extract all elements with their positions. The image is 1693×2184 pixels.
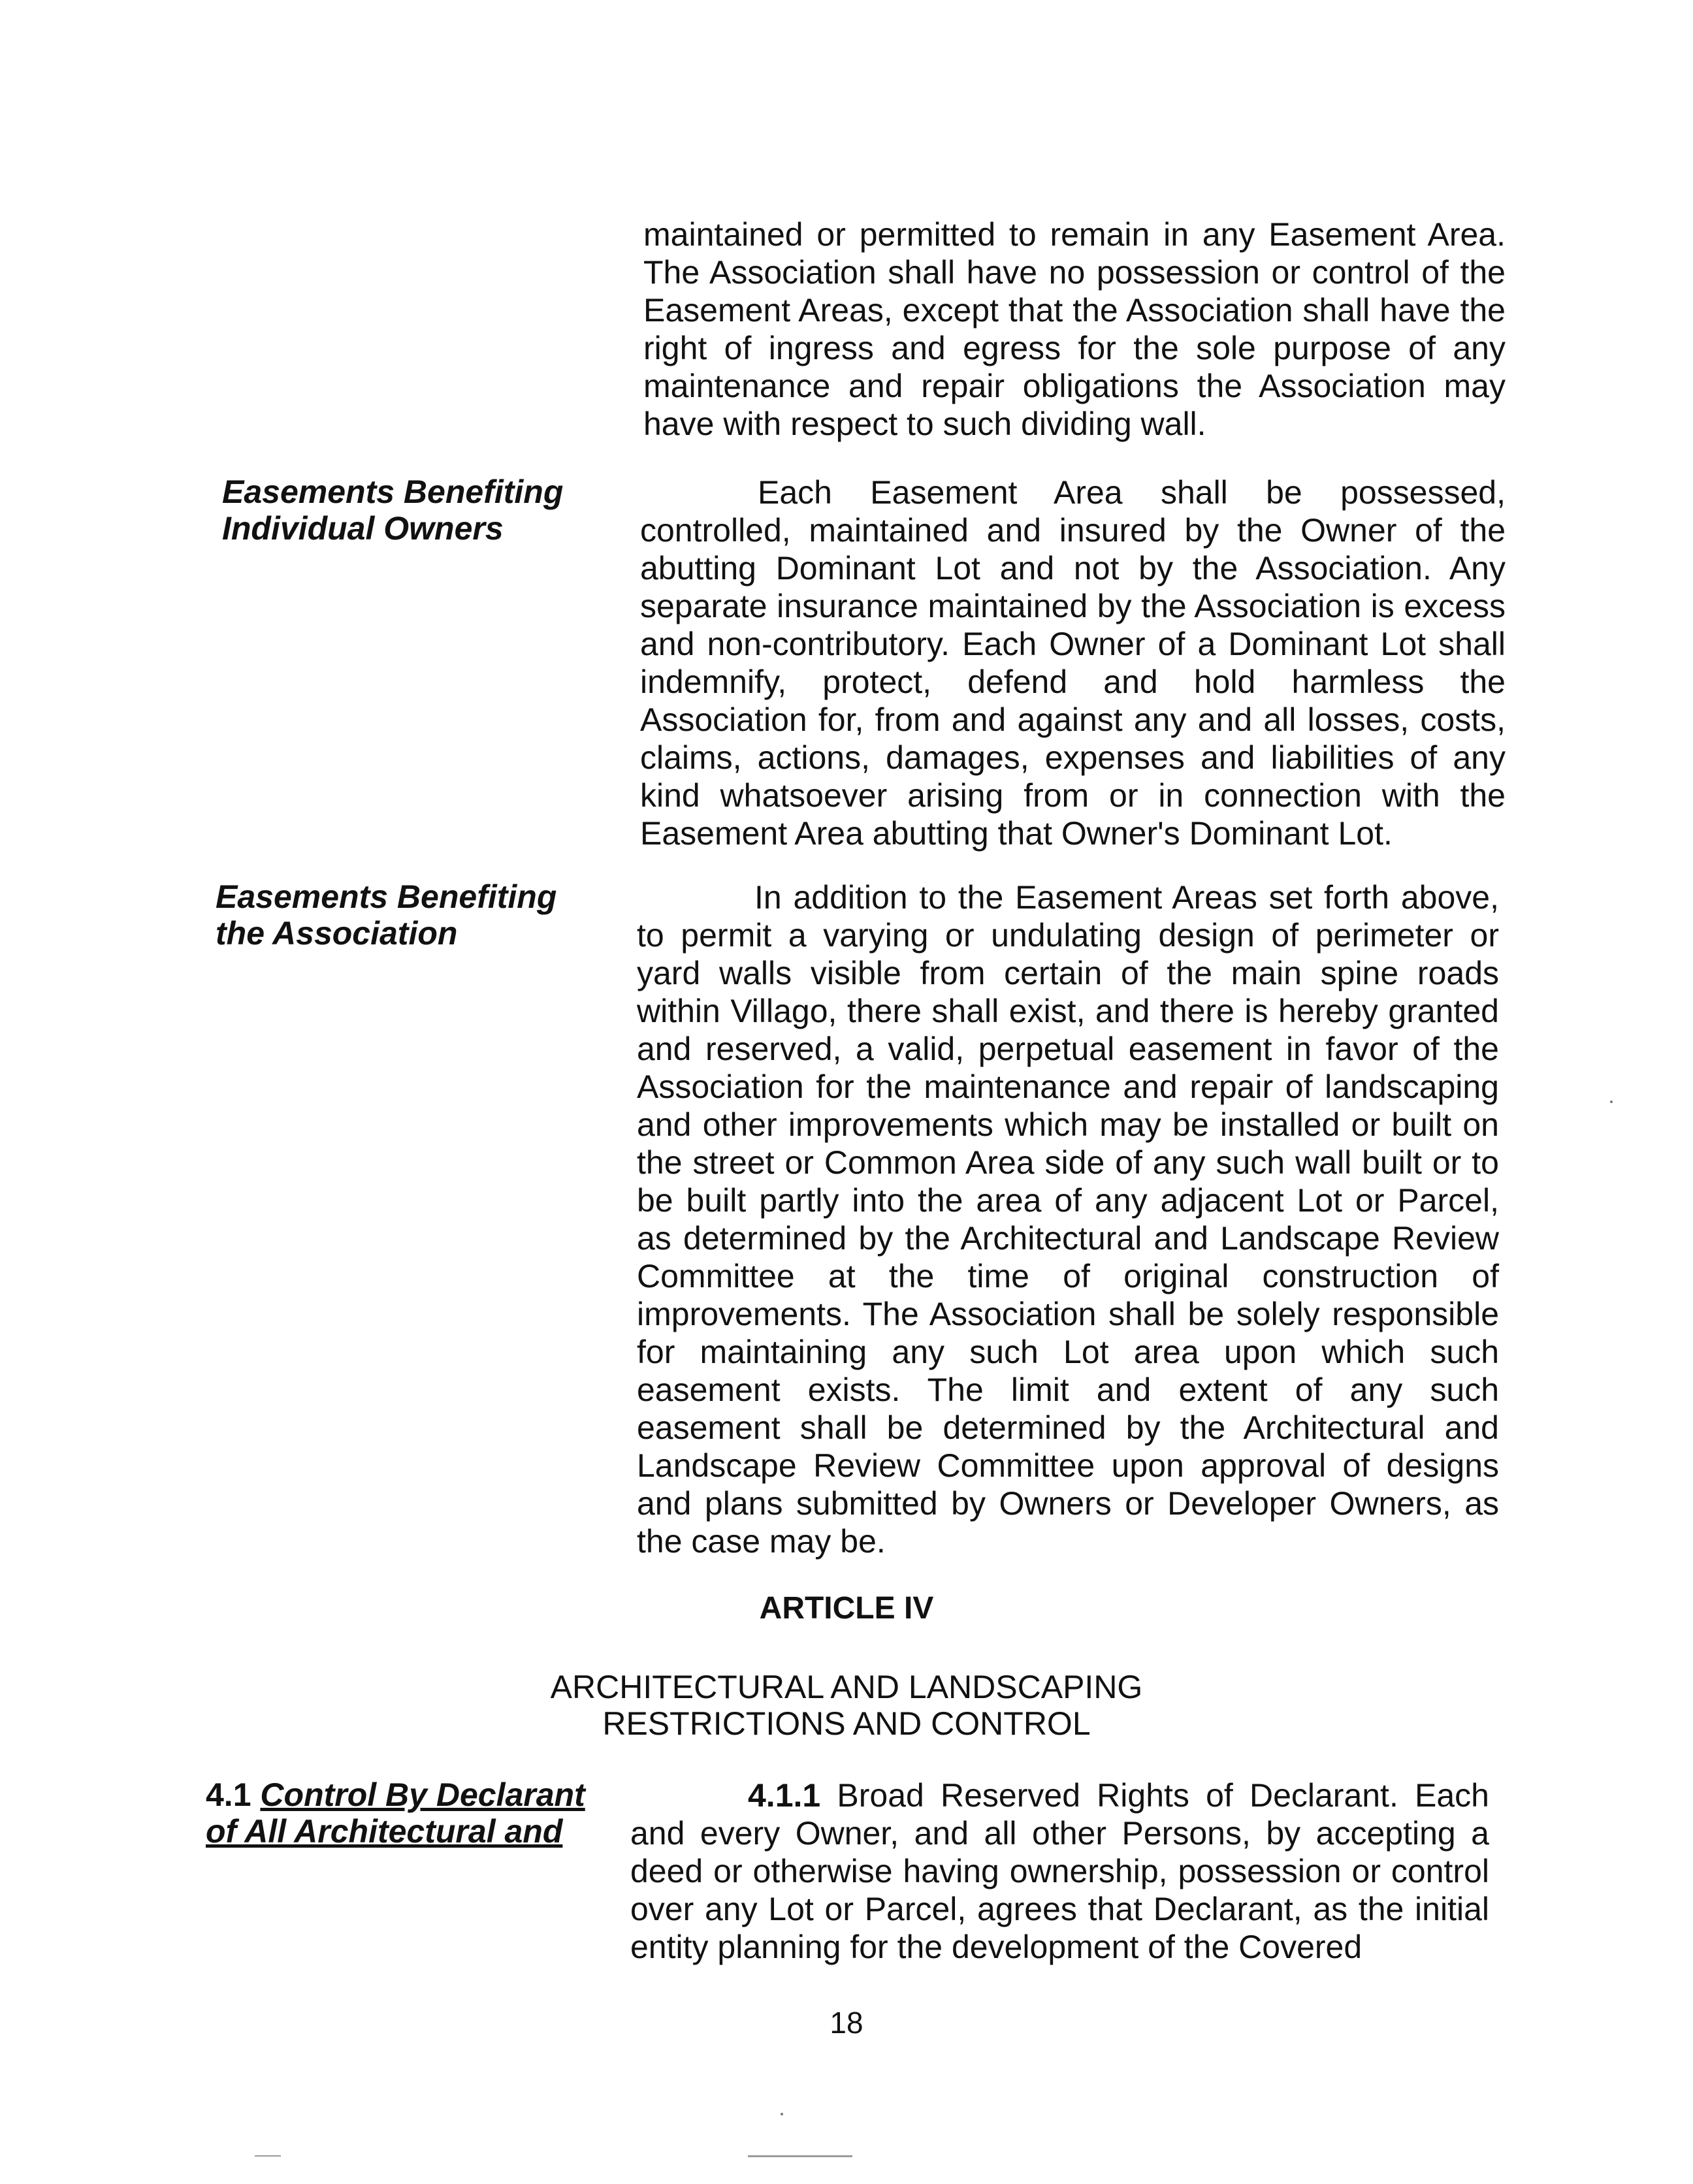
side-heading-line: the Association	[216, 915, 458, 952]
section-heading-line	[206, 1776, 598, 1813]
side-heading-individual-owners	[222, 474, 588, 547]
scan-artifact	[255, 2155, 281, 2157]
article-title-line: ARCHITECTURAL AND LANDSCAPING	[550, 1669, 1143, 1705]
article-label: ARTICLE IV	[759, 1591, 934, 1626]
paragraph-4-1-1	[630, 1776, 1489, 1966]
article-title-line: RESTRICTIONS AND CONTROL	[602, 1705, 1091, 1742]
section-title: Control By Declarant	[260, 1776, 585, 1813]
scan-artifact	[748, 2155, 852, 2157]
subsection-number: 4.1.1	[748, 1777, 821, 1814]
side-heading-line: Individual Owners	[222, 510, 504, 547]
side-heading-line: Easements Benefiting	[222, 474, 564, 510]
scan-artifact	[1610, 1100, 1613, 1103]
subsection-text: Broad Reserved Rights of Declarant. Each and every Owner, and all other Persons, by accepting a deed or otherwise having ownership, possession or control over any Lot or Parcel, agrees that Declarant, as the initial entity planning for the development of the Covered	[630, 1777, 1489, 1965]
section-heading-4-1	[206, 1776, 598, 1850]
section-title: of All Architectural and	[206, 1813, 563, 1850]
paragraph-easements-individual-owners: Each Easement Area shall be possessed, controlled, maintained and insured by the Owner of the abutting Dominant Lot and not by the Association. Any separate insurance maintained by the Association is excess and non-contributory. Each Owner of a Dominant Lot shall indemnify, protect, defend and hold harmless the Association for, from and against any and all losses, costs, claims, actions, damages, expenses and liabilities of any kind whatsoever arising from or in connection with the Easement Area abutting that Owner's Dominant Lot.	[640, 474, 1506, 852]
section-number: 4.1	[206, 1776, 251, 1813]
side-heading-association	[216, 878, 581, 952]
side-heading-line: Easements Benefiting	[216, 878, 557, 915]
section-heading-line	[206, 1813, 598, 1850]
page-number: 18	[830, 2006, 863, 2040]
paragraph-easements-association: In addition to the Easement Areas set forth above, to permit a varying or undulating design of perimeter or yard walls visible from certain of the main spine roads within Villago, there shall exist, and there is hereby granted and reserved, a valid, perpetual easement in favor of the Association for the maintenance and repair of landscaping and other improvements which may be installed or built on the street or Common Area side of any such wall built or to be built partly into the area of any adjacent Lot or Parcel, as determined by the Architectural and Landscape Review Committee at the time of original construction of improvements. The Association shall be solely responsible for maintaining any such Lot area upon which such easement exists. The limit and extent of any such easement shall be determined by the Architectural and Landscape Review Committee upon approval of designs and plans submitted by Owners or Developer Owners, as the case may be.	[637, 879, 1499, 1560]
scan-artifact	[781, 2113, 783, 2115]
article-title	[0, 1669, 1693, 1742]
paragraph-dividing-wall-continuation: maintained or permitted to remain in any Easement Area. The Association shall have no possession or control of the Easement Areas, except that the Association shall have the right of ingress and egress for the sole purpose of any maintenance and repair obligations the Association may have with respect to such dividing wall.	[643, 216, 1506, 442]
